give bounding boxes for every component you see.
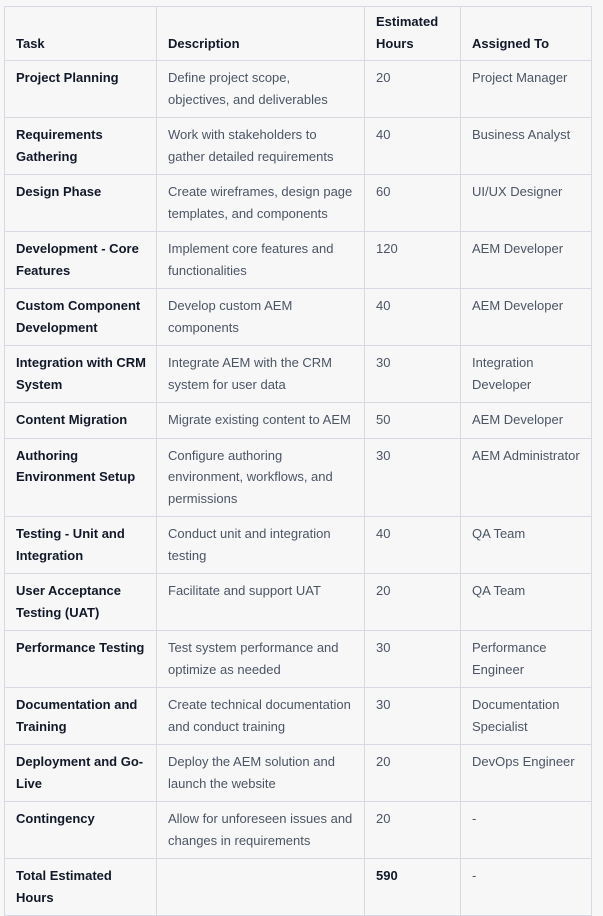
total-assigned-cell: -: [461, 859, 592, 916]
description-cell: Implement core features and functionalities: [157, 232, 365, 289]
task-cell: Testing - Unit and Integration: [5, 517, 157, 574]
description-cell: Facilitate and support UAT: [157, 574, 365, 631]
task-cell: User Acceptance Testing (UAT): [5, 574, 157, 631]
assigned-cell: QA Team: [461, 574, 592, 631]
description-cell: Conduct unit and integration testing: [157, 517, 365, 574]
task-cell: Custom Component Development: [5, 289, 157, 346]
hours-cell: 30: [365, 438, 461, 517]
table-row: [5, 802, 592, 859]
estimate-table-container: [4, 6, 591, 916]
table-row: [5, 289, 592, 346]
description-cell: Develop custom AEM components: [157, 289, 365, 346]
project-estimate-table: [4, 6, 592, 916]
table-row: [5, 403, 592, 439]
assigned-cell: Integration Developer: [461, 346, 592, 403]
header-row: [5, 7, 592, 61]
description-cell: Test system performance and optimize as needed: [157, 631, 365, 688]
assigned-cell: AEM Developer: [461, 289, 592, 346]
assigned-cell: -: [461, 802, 592, 859]
hours-cell: 40: [365, 517, 461, 574]
description-cell: Work with stakeholders to gather detailed requirements: [157, 118, 365, 175]
hours-cell: 20: [365, 574, 461, 631]
hours-cell: 40: [365, 289, 461, 346]
task-cell: Design Phase: [5, 175, 157, 232]
description-cell: Define project scope, objectives, and deliverables: [157, 61, 365, 118]
description-cell: Deploy the AEM solution and launch the website: [157, 745, 365, 802]
description-cell: Configure authoring environment, workflows, and permissions: [157, 438, 365, 517]
table-row: [5, 232, 592, 289]
description-cell: Create technical documentation and conduct training: [157, 688, 365, 745]
assigned-cell: UI/UX Designer: [461, 175, 592, 232]
assigned-cell: QA Team: [461, 517, 592, 574]
hours-cell: 60: [365, 175, 461, 232]
table-row: [5, 631, 592, 688]
description-cell: Create wireframes, design page templates, and components: [157, 175, 365, 232]
table-row: [5, 438, 592, 517]
assigned-cell: Performance Engineer: [461, 631, 592, 688]
header-assigned-to: Assigned To: [461, 7, 592, 61]
task-cell: Development - Core Features: [5, 232, 157, 289]
header-estimated-hours: Estimated Hours: [365, 7, 461, 61]
table-row: [5, 346, 592, 403]
task-cell: Contingency: [5, 802, 157, 859]
table-row: [5, 574, 592, 631]
total-row: [5, 859, 592, 916]
table-header: [5, 7, 592, 61]
assigned-cell: Project Manager: [461, 61, 592, 118]
assigned-cell: AEM Administrator: [461, 438, 592, 517]
description-cell: Integrate AEM with the CRM system for user data: [157, 346, 365, 403]
assigned-cell: AEM Developer: [461, 232, 592, 289]
task-cell: Project Planning: [5, 61, 157, 118]
table-body: [5, 61, 592, 916]
hours-cell: 30: [365, 346, 461, 403]
total-hours-cell: 590: [365, 859, 461, 916]
hours-cell: 120: [365, 232, 461, 289]
hours-cell: 40: [365, 118, 461, 175]
header-description: Description: [157, 7, 365, 61]
task-cell: Documentation and Training: [5, 688, 157, 745]
assigned-cell: DevOps Engineer: [461, 745, 592, 802]
table-row: [5, 118, 592, 175]
table-row: [5, 688, 592, 745]
assigned-cell: Documentation Specialist: [461, 688, 592, 745]
hours-cell: 20: [365, 61, 461, 118]
hours-cell: 20: [365, 802, 461, 859]
header-task: Task: [5, 7, 157, 61]
description-cell: Allow for unforeseen issues and changes in requirements: [157, 802, 365, 859]
table-row: [5, 745, 592, 802]
assigned-cell: Business Analyst: [461, 118, 592, 175]
table-row: [5, 61, 592, 118]
description-cell: Migrate existing content to AEM: [157, 403, 365, 439]
total-description-cell: [157, 859, 365, 916]
hours-cell: 30: [365, 631, 461, 688]
assigned-cell: AEM Developer: [461, 403, 592, 439]
task-cell: Authoring Environment Setup: [5, 438, 157, 517]
table-row: [5, 175, 592, 232]
hours-cell: 30: [365, 688, 461, 745]
total-label-cell: Total Estimated Hours: [5, 859, 157, 916]
task-cell: Content Migration: [5, 403, 157, 439]
table-row: [5, 517, 592, 574]
hours-cell: 20: [365, 745, 461, 802]
task-cell: Deployment and Go-Live: [5, 745, 157, 802]
task-cell: Integration with CRM System: [5, 346, 157, 403]
task-cell: Requirements Gathering: [5, 118, 157, 175]
task-cell: Performance Testing: [5, 631, 157, 688]
hours-cell: 50: [365, 403, 461, 439]
